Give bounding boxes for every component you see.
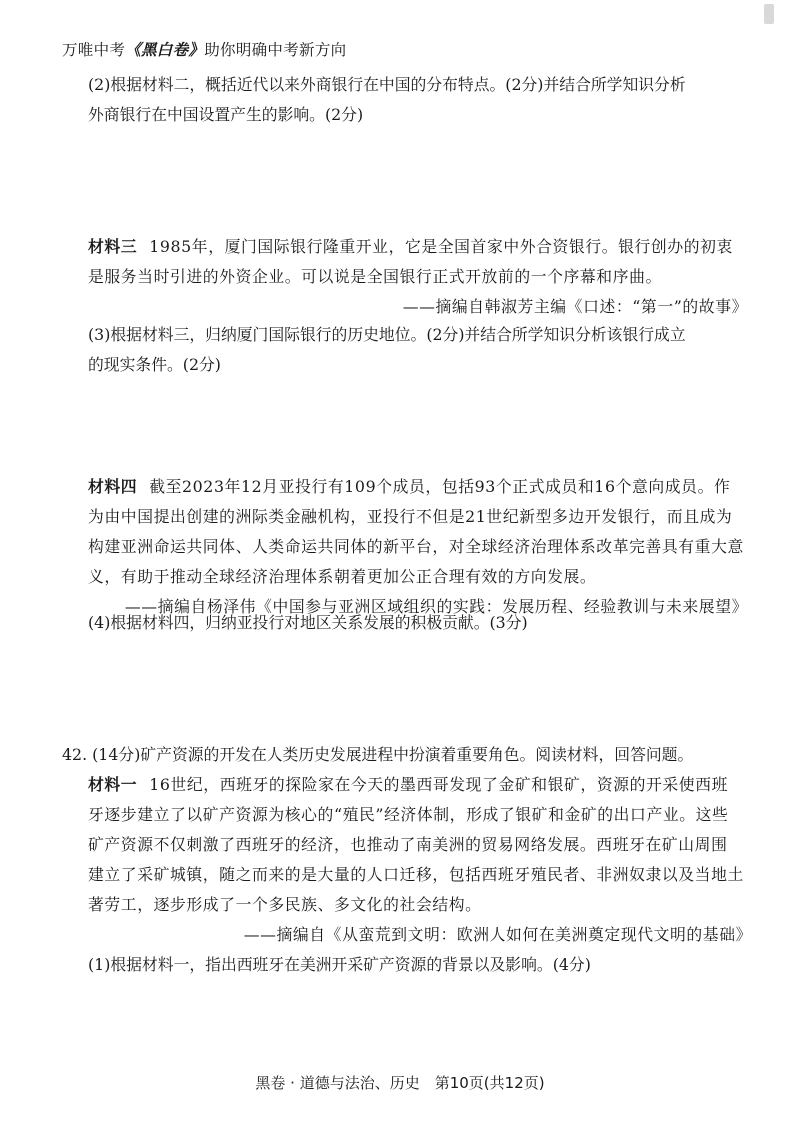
q42-question-1: (1)根据材料一，指出西班牙在美洲开采矿产资源的背景以及影响。(4分) — [88, 955, 591, 974]
question-2 — [88, 70, 748, 130]
question-3 — [88, 320, 748, 380]
header-brand: 《黑白卷》 — [125, 41, 205, 59]
header-suffix: 助你明确中考新方向 — [204, 41, 347, 59]
material-3 — [88, 232, 748, 322]
material-3-line-2: 是服务当时引进的外资企业。可以说是全国银行正式开放前的一个序幕和序曲。 — [88, 267, 662, 286]
question-3-line-1: (3)根据材料三，归纳厦门国际银行的历史地位。(2分)并结合所学知识分析该银行成立 — [88, 325, 686, 344]
page-header — [62, 38, 346, 60]
page-edge-mark — [764, 4, 774, 24]
material-4-source: ——摘编自杨泽伟《中国参与亚洲区域组织的实践：发展历程、经验教训与未来展望》 — [124, 597, 748, 616]
q42-material-1-text-1: 16世纪，西班牙的探险家在今天的墨西哥发现了金矿和银矿，资源的开采使西班 — [149, 775, 728, 794]
question-2-line-2: 外商银行在中国设置产生的影响。(2分) — [88, 105, 364, 124]
question-42 — [62, 740, 752, 980]
question-4-line-1: (4)根据材料四，归纳亚投行对地区关系发展的积极贡献。(3分) — [88, 613, 528, 632]
material-4-label: 材料四 — [88, 477, 138, 496]
material-4-line-3: 构建亚洲命运共同体、人类命运共同体的新平台，对全球经济治理体系改革完善具有重大意 — [88, 537, 744, 556]
material-3-source: ——摘编自韩淑芳主编《口述：“第一”的故事》 — [402, 297, 748, 316]
q42-material-1-line-1 — [62, 770, 752, 800]
header-prefix: 万唯中考 — [62, 41, 126, 59]
q42-material-1-line-2: 牙逐步建立了以矿产资源为核心的“殖民”经济体制，形成了银矿和金矿的出口产业。这些 — [88, 805, 729, 824]
material-4-text-1: 截至2023年12月亚投行有109个成员，包括93个正式成员和16个意向成员。作 — [149, 477, 731, 496]
material-4-line-4: 义，有助于推动全球经济治理体系朝着更加公正合理有效的方向发展。 — [88, 567, 597, 586]
page-footer: 黑卷 · 道德与法治、历史 第10页(共12页) — [255, 1074, 545, 1092]
material-3-text-1: 1985年，厦门国际银行隆重开业，它是全国首家中外合资银行。银行创办的初衷 — [149, 237, 733, 256]
question-2-line-1: (2)根据材料二，概括近代以来外商银行在中国的分布特点。(2分)并结合所学知识分析 — [88, 75, 686, 94]
question-3-line-2: 的现实条件。(2分) — [88, 355, 221, 374]
q42-material-1-line-5: 著劳工，逐步形成了一个多民族、多文化的社会结构。 — [88, 895, 482, 914]
material-3-line-1 — [88, 232, 748, 262]
material-4 — [88, 472, 748, 622]
material-4-line-1 — [88, 472, 748, 502]
question-42-intro: 42. (14分)矿产资源的开发在人类历史发展进程中扮演着重要角色。阅读材料，回答问题。 — [62, 745, 694, 764]
question-4 — [88, 608, 748, 638]
q42-material-1-line-4: 建立了采矿城镇，随之而来的是大量的人口迁移，包括西班牙殖民者、非洲奴隶以及当地土 — [88, 865, 744, 884]
q42-material-1-source: ——摘编自《从蛮荒到文明：欧洲人如何在美洲奠定现代文明的基础》 — [243, 925, 752, 944]
q42-material-1-line-3: 矿产资源不仅刺激了西班牙的经济，也推动了南美洲的贸易网络发展。西班牙在矿山周围 — [88, 835, 728, 854]
material-4-line-2: 为由中国提出创建的洲际类金融机构，亚投行不但是21世纪新型多边开发银行，而且成为 — [88, 507, 733, 526]
q42-material-1-label: 材料一 — [88, 775, 138, 794]
material-3-label: 材料三 — [88, 237, 138, 256]
